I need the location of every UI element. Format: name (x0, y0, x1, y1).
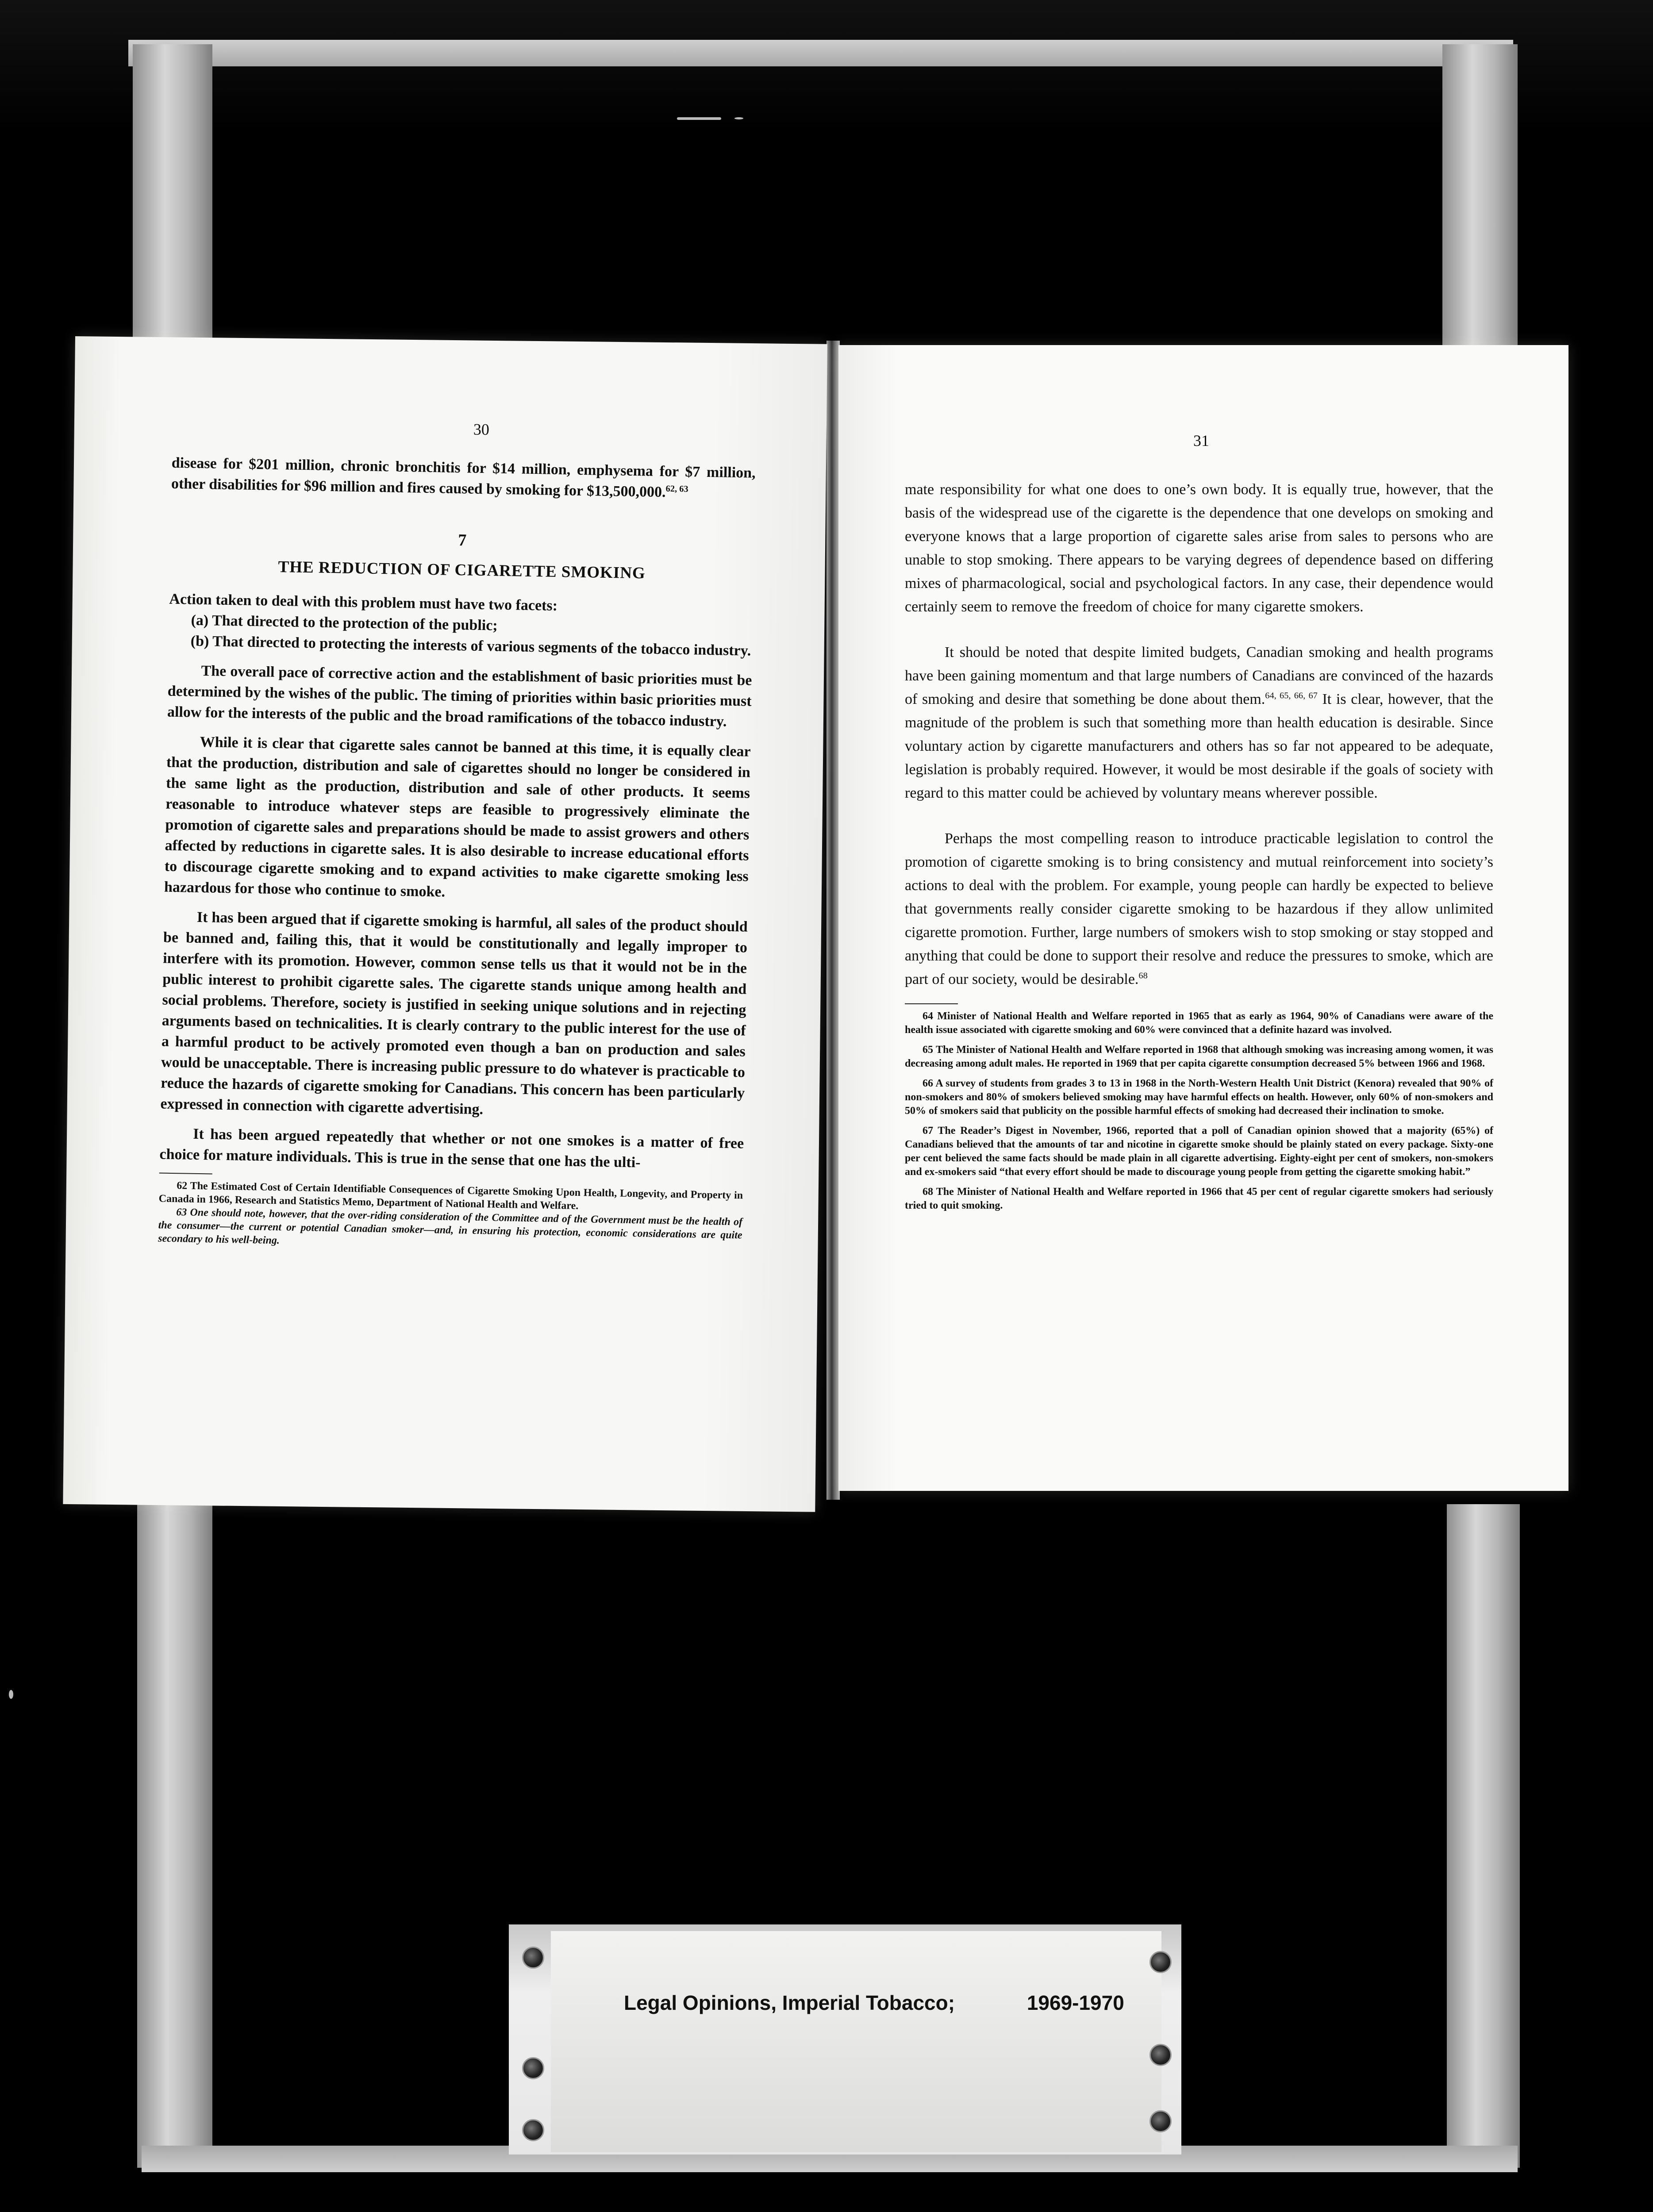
chapter-number: 7 (458, 531, 467, 550)
footnote: 66 A survey of students from grades 3 to 13 in 1968 in the North-Western Health Unit District (Kenora) revealed that 90% of non-smokers and 80% of smokers believed smoking may have harmful effects on health. However, only 60% of non-smokers and 50% of smokers said that publicity on the possible harmful effects of smoking had decreased their inclination to smoke. (905, 1078, 1493, 1117)
facet-b: (b) That directed to protecting the interests of various segments of the tobacco industry. (190, 633, 751, 659)
frame-top-bar (128, 40, 1513, 66)
label-years: 1969-1970 (1026, 1991, 1124, 2014)
frame-left-lower (137, 1504, 212, 2168)
binder-hole (522, 2057, 544, 2079)
paragraph: It has been argued that if cigarette smoking is harmful, all sales of the product should be banned and, failing this, that it would be constitutionally and legally improper to interfere with its promotion. However, common sense tells us that it would not be in the public interest to prohibit cigarette sales. The cigarette stands unique among health and social problems. Therefore, society is justified in seeking unique solutions and in rejecting arguments based on technicalities. It is clearly contrary to the public interest for the use of a harmful product to be actively promoted even though a ban on production and sales would be unacceptable. There is increasing public pressure to do whatever is practicable to reduce the hazards of cigarette smoking for Canadians. This concern has been particularly expressed in connection with cigarette advertising. (160, 909, 748, 1118)
footnote-ref: 64, 65, 66, 67 (1265, 691, 1318, 701)
facet-a: (a) That directed to the protection of the public; (191, 612, 498, 634)
paragraph: While it is clear that cigarette sales cannot be banned at this time, it is equally clear that the production, distribution and sale of cigarettes should no longer be considered in the same light as the production, distribution and sale of other products. It seems reasonable to introduce whatever steps are feasible to progressively eliminate the promotion of cigarette sales and preparations should be made to assist growers and others affected by reductions in cigarette sales. It is also desirable to increase educational efforts to discourage cigarette smoking and to expand activities to make cigarette smoking less hazardous for those who continue to smoke. (164, 733, 751, 900)
footnote-rule (905, 1003, 958, 1004)
frame-right-lower (1447, 1504, 1520, 2168)
page-number: 31 (1193, 432, 1209, 449)
dust-speck (9, 1690, 13, 1699)
right-page-body (905, 473, 1493, 1213)
paragraph: It has been argued repeatedly that whether or not one smokes is a matter of free choice for mature individuals. This is true in the sense that one has the ulti- (159, 1125, 744, 1171)
binder-hole (1149, 2110, 1172, 2132)
paragraph-text: It is clear, however, that the magnitude of the problem is such that something more than health education is desirable. Since voluntary action by cigarette manufacturers and others has so far not appeared to be adequate, legislation is probably required. However, it would be most desirable if the goals of society with regard to this matter could be achieved by voluntary means wherever possible. (905, 691, 1493, 801)
footnote: 67 The Reader’s Digest in November, 1966, reported that a poll of Canadian opinion showed that a majority (65%) of Canadians believed that the amounts of tar and nicotine in cigarette smoke should be plainly stated on every package. Sixty-one per cent believed the same facts should be made plain in all cigarette advertising. Eighty-eight per cent of smokers, non-smokers and ex-smokers said “that every effort should be made to discourage young people from getting the cigarette smoking habit.” (905, 1125, 1493, 1178)
binder-hole (522, 2119, 544, 2141)
book-gutter (826, 341, 840, 1500)
opening-text: disease for $201 million, chronic bronchitis for $14 million, emphysema for $7 million, other disabilities for $96 million and fires caused by smoking for $13,500,000. (171, 454, 756, 501)
facets-intro: Action taken to deal with this problem must have two facets: (169, 591, 558, 614)
footnote-rule (159, 1172, 212, 1174)
paragraph: mate responsibility for what one does to one’s own body. It is equally true, however, that the basis of the widespread use of the cigarette is the dependence that one develops on smoking and everyone knows that a large proportion of cigarette sales arise from sales to persons who are unable to stop smoking. There appears to be varying degrees of dependence based on differing mixes of pharmacological, social and psychological factors. In any case, their dependence would certainly seem to remove the freedom of choice for many cigarette smokers. (905, 481, 1493, 615)
footnote: 68 The Minister of National Health and Welfare reported in 1966 that 45 per cent of regular cigarette smokers had seriously tried to quit smoking. (905, 1186, 1493, 1211)
binder-hole (1149, 2044, 1172, 2066)
label-card (509, 1924, 1181, 2154)
footnote-ref: 68 (1138, 971, 1148, 981)
footnote-ref: 62, 63 (665, 484, 688, 494)
page-number: 30 (473, 420, 490, 438)
left-page (63, 336, 827, 1512)
paragraph: The overall pace of corrective action and the establishment of basic priorities must be determined by the wishes of the public. The timing of priorities within basic priorities must allow for the interests of the public and the broad ramifications of the tobacco industry. (167, 662, 752, 730)
footnote: 64 Minister of National Health and Welfare reported in 1965 that as early as 1964, 90% of Canadians were aware of the health issue associated with cigarette smoking and 60% were convinced that a definite hazard was involved. (905, 1010, 1493, 1036)
label-paper (551, 1931, 1161, 2152)
dust-speck (677, 117, 721, 120)
left-page-body (158, 415, 757, 1256)
footnote: 65 The Minister of National Health and Welfare reported in 1968 that although smoking was increasing among women, it was decreasing among adult males. He reported in 1969 that per capita cigarette consumption decreased 5% between 1966 and 1968. (905, 1044, 1493, 1069)
dust-speck (734, 117, 743, 119)
film-edge (0, 0, 1653, 133)
label-text (624, 1991, 1124, 2015)
binder-hole (1149, 1951, 1172, 1973)
frame-left-upper (133, 44, 212, 354)
right-page (838, 345, 1568, 1491)
footnote: 62 The Estimated Cost of Certain Identifiable Consequences of Cigarette Smoking Upon Health, Longevity, and Property in Canada in 1966, Research and Statistics Memo, Department of National Health and Welfare. (158, 1180, 743, 1212)
paragraph (905, 641, 1493, 805)
paragraph-text: Perhaps the most compelling reason to introduce practicable legislation to control the promotion of cigarette smoking is to bring consistency and mutual reinforcement into society’s actions to deal with the problem. For example, young people can hardly be expected to believe that governments really consider cigarette smoking to be hazardous if they allow unlimited cigarette promotion. Further, large numbers of smokers wish to stop smoking or stay stopped and anything that could be done to support their resolve and reduce the pressures to smoke, which are part of our society, would be desirable. (905, 830, 1493, 987)
footnote: 63 One should note, however, that the over-riding consideration of the Committee and of the Government must be the health of the consumer—the current or potential Canadian smoker—and, in ensuring his protection, economic considerations are quite secondary to his well-being. (158, 1206, 743, 1247)
binder-hole (522, 1947, 544, 1969)
frame-right-upper (1442, 44, 1518, 354)
chapter-title: THE REDUCTION OF CIGARETTE SMOKING (278, 557, 646, 583)
paragraph-text: It should be noted that despite limited budgets, Canadian smoking and health programs have been gaining momentum and that large numbers of Canadians are convinced of the hazards of smoking and desire that something be done about them. (905, 644, 1493, 707)
label-title: Legal Opinions, Imperial Tobacco; (624, 1991, 955, 2014)
paragraph (905, 827, 1493, 991)
